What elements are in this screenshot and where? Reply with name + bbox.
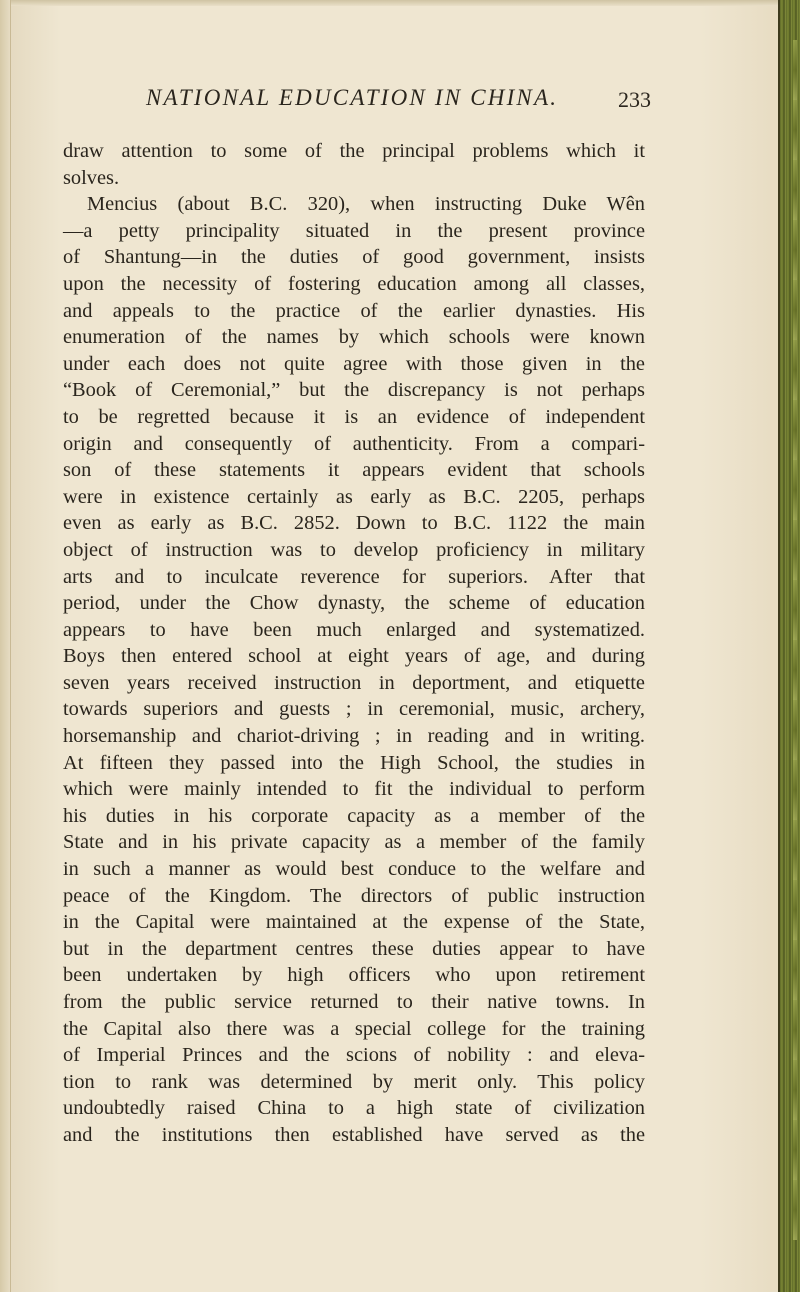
page-number: 233: [618, 87, 651, 112]
text-line: enumeration of the names by which schools were known: [63, 326, 645, 349]
text-line: been undertaken by high officers who upon retirement: [63, 964, 645, 987]
text-line: arts and to inculcate reverence for superiors. After that: [63, 565, 645, 588]
text-line: —a petty principality situated in the present province: [63, 219, 645, 242]
text-line: and the institutions then established have served as the: [63, 1123, 645, 1146]
text-line: in such a manner as would best conduce to the welfare and: [63, 858, 645, 881]
text-line: period, under the Chow dynasty, the scheme of education: [63, 592, 645, 615]
text-line: towards superiors and guests ; in ceremonial, music, archery,: [63, 698, 645, 721]
text-line: peace of the Kingdom. The directors of public instruction: [63, 884, 645, 907]
text-line: of Shantung—in the duties of good government, insists: [63, 246, 645, 269]
book-spine-edge: [778, 0, 800, 1292]
page-header: [146, 85, 651, 121]
page-top-edge: [0, 0, 780, 6]
text-line: seven years received instruction in deportment, and etiquette: [63, 671, 645, 694]
text-line: Boys then entered school at eight years of age, and during: [63, 645, 645, 668]
text-line: tion to rank was determined by merit only. This policy: [63, 1070, 645, 1093]
text-line: object of instruction was to develop proficiency in military: [63, 538, 645, 561]
text-line: which were mainly intended to fit the individual to perform: [63, 778, 645, 801]
text-line: appears to have been much enlarged and systematized.: [63, 618, 645, 641]
text-line: solves.: [63, 166, 120, 189]
text-line: “Book of Ceremonial,” but the discrepancy is not perhaps: [63, 379, 645, 402]
text-line: upon the necessity of fostering education among all classes,: [63, 272, 645, 295]
text-line: State and in his private capacity as a member of the family: [63, 831, 645, 854]
text-line: horsemanship and chariot-driving ; in reading and in writing.: [63, 725, 645, 748]
text-line: son of these statements it appears evident that schools: [63, 459, 645, 482]
text-line: his duties in his corporate capacity as a member of the: [63, 804, 645, 827]
text-line: to be regretted because it is an evidence of independent: [63, 405, 645, 428]
body-text: [63, 138, 645, 1149]
text-line: under each does not quite agree with those given in the: [63, 352, 645, 375]
text-line: in the Capital were maintained at the expense of the State,: [63, 911, 645, 934]
text-line: were in existence certainly as early as B.C. 2205, perhaps: [63, 485, 645, 508]
text-line: from the public service returned to their native towns. In: [63, 991, 645, 1013]
page-left-edge: [0, 0, 11, 1292]
running-head: NATIONAL EDUCATION IN CHINA.: [146, 85, 559, 110]
text-line: the Capital also there was a special college for the training: [63, 1017, 645, 1040]
text-line: Mencius (about B.C. 320), when instructing Duke Wên: [87, 193, 645, 216]
text-line: origin and consequently of authenticity. From a compari-: [63, 432, 645, 455]
text-line: and appeals to the practice of the earlier dynasties. His: [63, 299, 645, 322]
text-line: even as early as B.C. 2852. Down to B.C. 1122 the main: [63, 512, 645, 535]
text-line: At fifteen they passed into the High School, the studies in: [63, 751, 645, 774]
text-line: undoubtedly raised China to a high state of civilization: [63, 1097, 645, 1120]
text-line: draw attention to some of the principal problems which it: [63, 140, 645, 162]
text-line: of Imperial Princes and the scions of nobility : and eleva-: [63, 1044, 645, 1067]
text-line: but in the department centres these duties appear to have: [63, 937, 645, 960]
